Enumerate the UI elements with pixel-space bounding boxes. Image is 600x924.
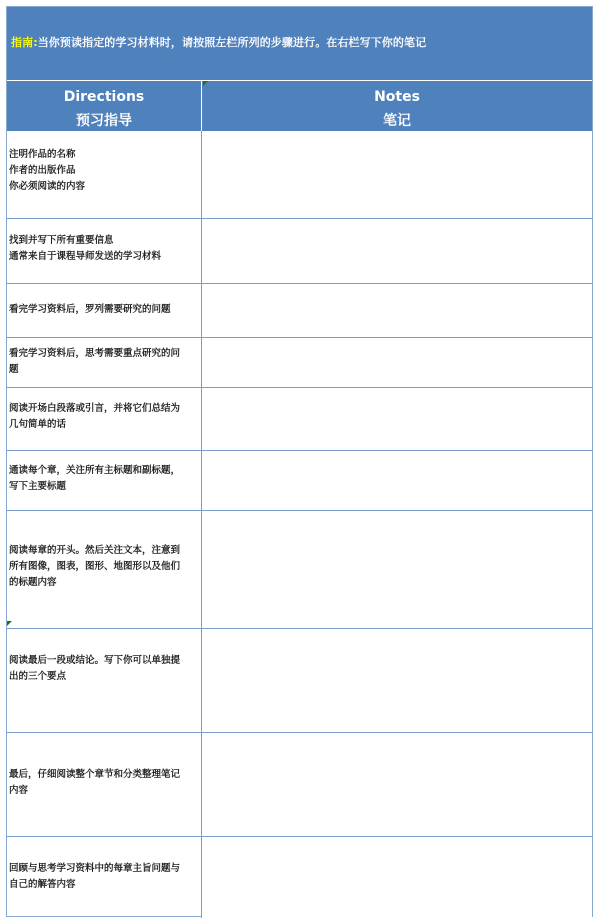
cell-comment-marker — [203, 81, 208, 86]
instructions-banner — [7, 7, 592, 81]
notes-cell[interactable] — [202, 388, 592, 450]
direction-cell[interactable] — [7, 388, 202, 450]
instructions-body: 当你预读指定的学习材料时，请按照左栏所列的步骤进行。在右栏写下你的笔记 — [37, 36, 427, 49]
direction-text: 通读每个章，关注所有主标题和副标题， 写下主要标题 — [9, 465, 181, 492]
direction-cell[interactable] — [7, 338, 202, 387]
table-row — [7, 733, 592, 837]
table-row — [7, 388, 592, 451]
notes-header-zh: 笔记 — [383, 113, 411, 129]
direction-text: 注明作品的名称 作者的出版作品 你必须阅读的内容 — [9, 149, 86, 192]
directions-header — [7, 81, 202, 131]
direction-text: 阅读每章的开头。然后关注文本，注意到 所有图像，图表，图形、地图形以及他们 的标题内容 — [9, 545, 181, 588]
cell-comment-marker — [7, 621, 12, 626]
direction-cell[interactable] — [7, 837, 202, 918]
table-row — [7, 629, 592, 733]
table-row — [7, 338, 592, 388]
direction-cell[interactable] — [7, 219, 202, 283]
notes-header — [202, 81, 592, 131]
notes-cell[interactable] — [202, 837, 592, 918]
direction-text: 阅读最后一段或结论。写下你可以单独提 出的三个要点 — [9, 655, 181, 682]
direction-cell[interactable] — [7, 511, 202, 628]
directions-header-en: Directions — [63, 89, 145, 105]
instructions-text — [11, 34, 426, 50]
direction-text: 阅读开场白段落或引言，并将它们总结为 几句简单的话 — [9, 403, 181, 430]
direction-text: 回顾与思考学习资料中的每章主旨问题与 自己的解答内容 — [9, 863, 181, 890]
table-row — [7, 284, 592, 338]
notes-cell[interactable] — [202, 511, 592, 628]
direction-text: 看完学习资料后，思考需要重点研究的问 题 — [9, 348, 181, 375]
direction-text: 最后，仔细阅读整个章节和分类整理笔记 内容 — [9, 769, 181, 796]
notes-cell[interactable] — [202, 451, 592, 510]
table-header — [7, 81, 592, 131]
directions-header-zh: 预习指导 — [76, 113, 132, 129]
notes-cell[interactable] — [202, 733, 592, 836]
notes-header-en: Notes — [374, 89, 420, 105]
table-row — [7, 219, 592, 284]
instructions-label: 指南: — [11, 36, 38, 49]
table-row — [7, 837, 592, 918]
notes-cell[interactable] — [202, 629, 592, 732]
direction-cell[interactable] — [7, 284, 202, 337]
direction-text: 看完学习资料后，罗列需要研究的问题 — [9, 304, 171, 315]
direction-cell[interactable] — [7, 629, 202, 732]
notes-cell[interactable] — [202, 338, 592, 387]
direction-text: 找到并写下所有重要信息 通常来自于课程导师发送的学习材料 — [9, 235, 162, 262]
notes-cell[interactable] — [202, 131, 592, 218]
notes-cell[interactable] — [202, 284, 592, 337]
table-row — [7, 131, 592, 219]
direction-cell[interactable] — [7, 131, 202, 218]
direction-cell[interactable] — [7, 451, 202, 510]
direction-cell[interactable] — [7, 733, 202, 836]
study-notes-sheet — [6, 6, 593, 917]
table-row — [7, 451, 592, 511]
table-row — [7, 511, 592, 629]
notes-cell[interactable] — [202, 219, 592, 283]
